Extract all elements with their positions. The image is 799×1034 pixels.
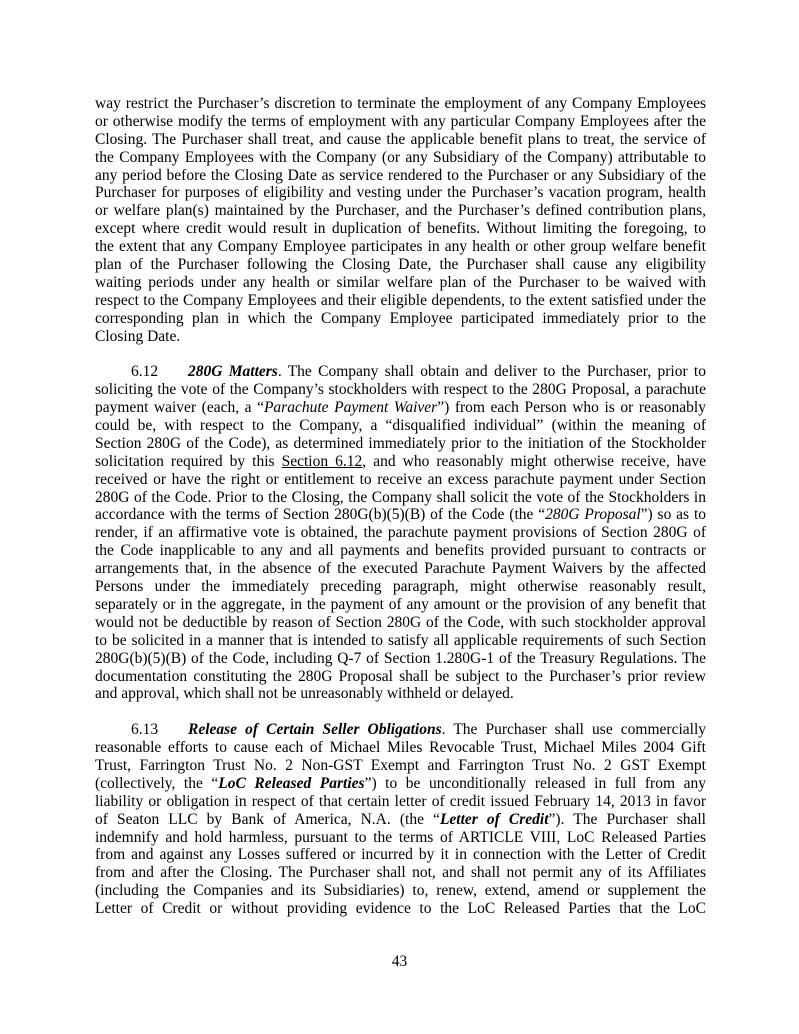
text-run: of Seaton LLC by Bank of America, N.A. (the “ (95, 810, 440, 828)
text-line (95, 310, 706, 328)
section-number: 6.12 (131, 363, 159, 381)
continued-paragraph (95, 95, 706, 345)
text-line (95, 417, 706, 435)
text-run: ”). The Purchaser shall (548, 810, 706, 828)
text-run: from and after the Closing. The Purchaser shall not, and shall not permit any of its Affiliates (95, 864, 706, 882)
text-line (95, 381, 706, 399)
text-run: arrangements that, in the absence of the executed Parachute Payment Waivers by the affected (95, 560, 706, 578)
defined-term: 280G Proposal (545, 506, 641, 524)
text-run: respect to the Company Employees and their eligible dependents, to the extent satisfied under the (95, 291, 706, 309)
text-line (95, 363, 706, 381)
text-run: way restrict the Purchaser’s discretion to terminate the employment of any Company Employees (95, 95, 706, 112)
text-run: 280G(b)(5)(B) of the Code, including Q-7 of Section 1.280G-1 of the Treasury Regulations. The (95, 649, 706, 667)
text-line (95, 721, 706, 739)
text-line (95, 811, 706, 829)
text-run: indemnify and hold harmless, pursuant to the terms of ARTICLE VIII, LoC Released Parties (95, 828, 706, 846)
text-run: corresponding plan in which the Company Employee participated immediately prior to the (95, 309, 706, 327)
text-run: and approval, which shall not be unreasonably withheld or delayed. (95, 685, 514, 703)
text-run: payment waiver (each, a “ (95, 399, 264, 417)
text-run: reasonable efforts to cause each of Michael Miles Revocable Trust, Michael Miles 2004 Gift (95, 739, 706, 757)
text-line (95, 256, 706, 274)
text-run: . The Purchaser shall use commercially (441, 721, 706, 739)
text-run: would not be deductible by reason of Section 280G of the Code, with such stockholder approval (95, 613, 706, 631)
section-heading: Release of Certain Seller Obligations (188, 721, 442, 739)
section-6-13-paragraph (95, 721, 706, 918)
text-line (95, 793, 706, 811)
text-run: the Code inapplicable to any and all payments and benefits provided pursuant to contracts or (95, 542, 706, 560)
text-line (95, 542, 706, 560)
text-run: the extent that any Company Employee participates in any health or other group welfare benefit (95, 238, 706, 256)
text-run: could be, with respect to the Company, a “disqualified individual” (within the meaning of (95, 417, 706, 435)
text-line (95, 399, 706, 417)
text-line (95, 113, 706, 131)
text-run: Closing Date. (95, 327, 181, 345)
text-run: solicitation required by this (95, 452, 282, 470)
cross-reference: Section 6.12 (281, 452, 363, 470)
text-run: or otherwise modify the terms of employment with any particular Company Employees after the (95, 112, 706, 130)
text-run: ”) so as to (640, 506, 706, 524)
text-line (95, 829, 706, 847)
text-line (95, 668, 706, 686)
text-run: render, if an affirmative vote is obtained, the parachute payment provisions of Section 280G of (95, 524, 706, 542)
text-run: 280G of the Code. Prior to the Closing, the Company shall solicit the vote of the Stockholders in (95, 488, 706, 506)
text-run: the Company Employees with the Company (or any Subsidiary of the Company) attributable to (95, 148, 706, 166)
text-run: any period before the Closing Date as service rendered to the Purchaser or any Subsidiary of the (95, 166, 706, 184)
text-line (95, 650, 706, 668)
section-first-line-text (188, 721, 706, 739)
text-line (95, 149, 706, 167)
text-run: Closing. The Purchaser shall treat, and cause the applicable benefit plans to treat, the service of (95, 130, 706, 148)
text-line (95, 131, 706, 149)
text-run: accordance with the terms of Section 280G(b)(5)(B) of the Code (the “ (95, 506, 546, 524)
text-line (95, 524, 706, 542)
section-number: 6.13 (131, 721, 159, 739)
text-line (95, 471, 706, 489)
text-run: to be solicited in a manner that is intended to satisfy all applicable requirements of such Section (95, 631, 706, 649)
text-run: waiting periods under any health or similar welfare plan of the Purchaser to be waived with (95, 273, 706, 291)
text-line (95, 882, 706, 900)
text-line (95, 560, 706, 578)
text-line (95, 578, 706, 596)
text-line (95, 846, 706, 864)
text-run: except where credit would result in duplication of benefits. Without limiting the foregoing, to (95, 220, 706, 238)
defined-term: Parachute Payment Waiver (263, 399, 438, 417)
text-run: (collectively, the “ (95, 774, 219, 792)
text-line (95, 614, 706, 632)
text-run: from and against any Losses suffered or incurred by it in connection with the Letter of Credit (95, 846, 706, 864)
text-run: Purchaser for purposes of eligibility and vesting under the Purchaser’s vacation program, health (95, 184, 706, 202)
text-line (95, 184, 706, 202)
text-line (95, 864, 706, 882)
section-first-line-text (188, 363, 706, 381)
text-line (95, 775, 706, 793)
defined-term: Letter of Credit (439, 810, 549, 828)
text-line (95, 292, 706, 310)
text-run: Section 280G of the Code), as determined immediately prior to the initiation of the Stockholder (95, 434, 706, 452)
text-line (95, 328, 706, 346)
text-run: (including the Companies and its Subsidiaries) to, renew, extend, amend or supplement the (95, 882, 706, 900)
text-run: soliciting the vote of the Company’s stockholders with respect to the 280G Proposal, a parachute (95, 381, 706, 399)
text-run: Trust, Farrington Trust No. 2 Non-GST Exempt and Farrington Trust No. 2 GST Exempt (95, 756, 706, 774)
text-run: plan of the Purchaser following the Closing Date, the Purchaser shall cause any eligibility (95, 256, 706, 274)
text-run: separately or in the aggregate, in the payment of any amount or the provision of any benefit that (95, 595, 706, 613)
section-6-12-paragraph (95, 363, 706, 703)
text-run: or welfare plan(s) maintained by the Purchaser, and the Purchaser’s defined contribution plans, (95, 202, 706, 220)
text-line (95, 167, 706, 185)
text-run: ”) from each Person who is or reasonably (437, 399, 706, 417)
text-run: documentation constituting the 280G Proposal shall be subject to the Purchaser’s prior review (95, 667, 706, 685)
text-line (95, 95, 706, 113)
text-line (95, 739, 706, 757)
text-line (95, 202, 706, 220)
document-body (95, 95, 706, 936)
text-run: received or have the right or entitlement to receive an excess parachute payment under Section (95, 470, 706, 488)
text-line (95, 632, 706, 650)
text-run: . The Company shall obtain and deliver to the Purchaser, prior to (277, 363, 706, 381)
text-line (95, 506, 706, 524)
text-line (95, 900, 706, 918)
text-run: , and who reasonably might otherwise receive, have (362, 452, 706, 470)
text-line (95, 596, 706, 614)
text-run: liability or obligation in respect of that certain letter of credit issued February 14, 2013 in favor (95, 792, 706, 810)
text-run: Persons under the immediately preceding paragraph, might otherwise reasonably result, (95, 578, 706, 596)
text-line (95, 489, 706, 507)
text-line (95, 453, 706, 471)
section-heading: 280G Matters (188, 363, 278, 381)
page-number: 43 (391, 953, 408, 970)
text-line (95, 238, 706, 256)
defined-term: LoC Released Parties (218, 774, 365, 792)
text-line (95, 685, 706, 703)
text-run: ”) to be unconditionally released in full from any (364, 774, 706, 792)
text-line (95, 435, 706, 453)
text-line (95, 274, 706, 292)
text-line (95, 220, 706, 238)
text-line (95, 757, 706, 775)
text-run: Letter of Credit or without providing evidence to the LoC Released Parties that the LoC (95, 900, 706, 918)
